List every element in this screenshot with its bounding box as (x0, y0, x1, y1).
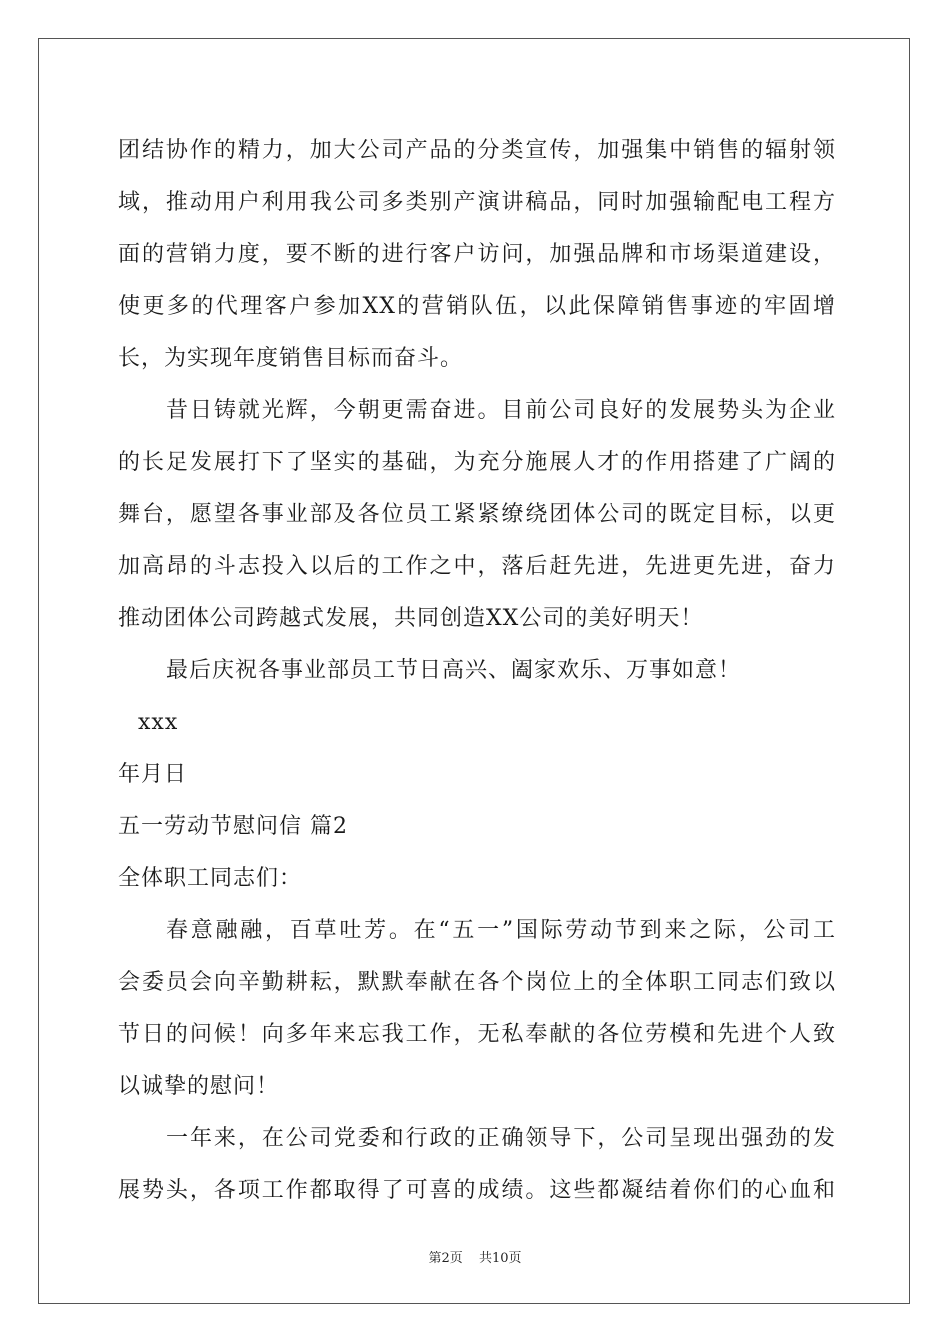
text-line: 最后庆祝各事业部员工节日高兴、阖家欢乐、万事如意！ (166, 658, 742, 683)
paragraph-5 (118, 1113, 836, 1217)
page-number: 第2页 (428, 1251, 463, 1266)
text-line: 春意融融，百草吐芳。在“五一”国际劳动节到来之际，公司工 (166, 918, 836, 943)
paragraph-1 (118, 125, 836, 385)
section-title: 五一劳动节慰问信 篇2 (118, 814, 348, 839)
text-line: 团结协作的精力，加大公司产品的分类宣传，加强集中销售的辐射领 (118, 138, 836, 163)
paragraph-3 (118, 645, 836, 697)
text-line: 一年来，在公司党委和行政的正确领导下，公司呈现出强劲的发 (166, 1126, 836, 1151)
text-line: 域，推动用户利用我公司多类别产演讲稿品，同时加强输配电工程方 (118, 190, 836, 215)
paragraph-2 (118, 385, 836, 645)
text-line: 使更多的代理客户参加XX的营销队伍，以此保障销售事迹的牢固增 (118, 294, 836, 319)
text-line: 舞台，愿望各事业部及各位员工紧紧缭绕团体公司的既定目标，以更 (118, 502, 836, 527)
text-line: 长，为实现年度销售目标而奋斗。 (118, 346, 464, 371)
text-line: 会委员会向辛勤耕耘，默默奉献在各个岗位上的全体职工同志们致以 (118, 970, 836, 995)
signature: xxx (138, 710, 179, 735)
page-footer (0, 1247, 950, 1266)
salutation: 全体职工同志们： (118, 866, 303, 891)
text-line: 节日的问候！向多年来忘我工作，无私奉献的各位劳模和先进个人致 (118, 1022, 836, 1047)
paragraph-4 (118, 905, 836, 1113)
text-line: 展势头，各项工作都取得了可喜的成绩。这些都凝结着你们的心血和 (118, 1178, 836, 1203)
text-line: 昔日铸就光辉，今朝更需奋进。目前公司良好的发展势头为企业 (166, 398, 836, 423)
page-total: 共10页 (478, 1251, 522, 1266)
date-line: 年月日 (118, 762, 188, 787)
text-line: 的长足发展打下了坚实的基础，为充分施展人才的作用搭建了广阔的 (118, 450, 836, 475)
text-line: 以诚挚的慰问！ (118, 1074, 280, 1099)
text-line: 加高昂的斗志投入以后的工作之中，落后赶先进，先进更先进，奋力 (118, 554, 836, 579)
text-line: 面的营销力度，要不断的进行客户访问，加强品牌和市场渠道建设， (118, 242, 836, 267)
text-line: 推动团体公司跨越式发展，共同创造XX公司的美好明天！ (118, 606, 704, 631)
document-body (118, 125, 836, 1217)
